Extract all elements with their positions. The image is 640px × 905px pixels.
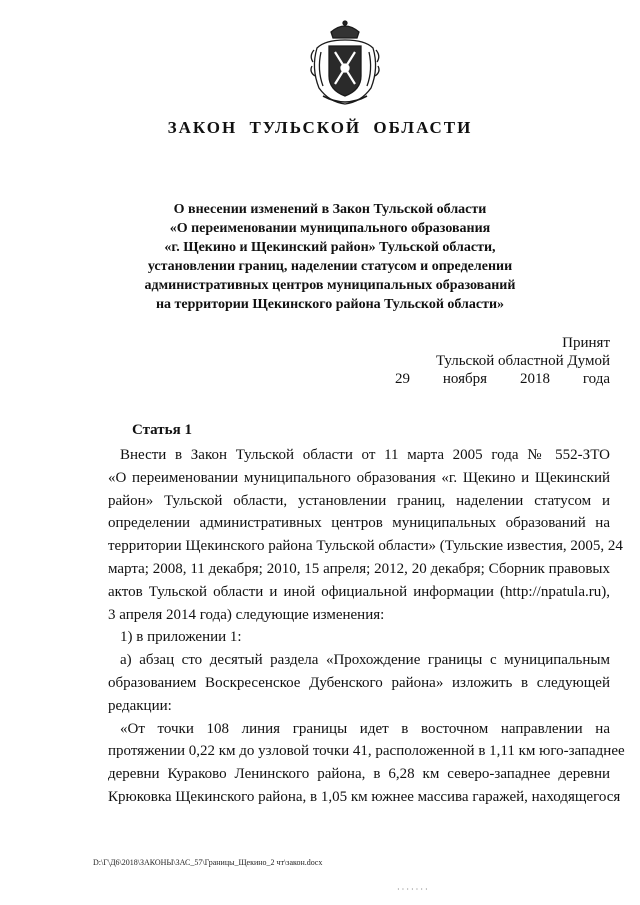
adoption-block	[395, 334, 610, 388]
body-line: определении административных центров муниципальных образований на	[108, 515, 610, 532]
bottom-marks: · · · · · · ·	[397, 885, 428, 894]
body-line: протяжении 0,22 км до узловой точки 41, расположенной в 1,11 км юго-западнее	[108, 743, 625, 760]
body-line: 3 апреля 2014 года) следующие изменения:	[108, 606, 385, 623]
body-line: территории Щекинского района Тульской области» (Тульские известия, 2005, 24	[108, 538, 623, 555]
body-line: «О переименовании муниципального образования «г. Щекино и Щекинский	[108, 469, 610, 486]
subtitle-line: «г. Щекино и Щекинский район» Тульской области,	[164, 240, 496, 255]
body-line: 1) в приложении 1:	[120, 629, 242, 646]
coat-of-arms-emblem	[305, 18, 385, 106]
body-line: Внести в Закон Тульской области от 11 марта 2005 года № 552-ЗТО	[120, 447, 610, 463]
subtitle-line: административных центров муниципальных образований	[144, 278, 516, 293]
subtitle-line: на территории Щекинского района Тульской области»	[155, 297, 505, 312]
body-line: марта; 2008, 11 декабря; 2010, 15 апреля; 2012, 20 декабря; Сборник правовых	[108, 560, 610, 577]
adopted-by: Тульской областной Думой	[435, 353, 610, 369]
adopted-label: Принят	[562, 335, 610, 351]
body-line: деревни Кураково Ленинского района, в 6,28 км северо-западнее деревни	[108, 766, 610, 783]
body-line: Крюковка Щекинского района, в 1,05 км южнее массива гаражей, находящегося	[108, 788, 621, 805]
law-subtitle	[100, 200, 560, 314]
body-line: редакции:	[108, 697, 172, 714]
adoption-day: 29	[395, 371, 410, 387]
body-line: актов Тульской области и иной официальной информации (http://npatula.ru),	[108, 583, 610, 600]
article-heading: Статья 1	[132, 422, 192, 438]
body-line: район» Тульской области, установлении границ, наделении статусом и	[108, 492, 610, 509]
adoption-year-word: года	[582, 371, 610, 387]
adoption-date	[395, 370, 610, 388]
subtitle-line: установлении границ, наделении статусом и определении	[147, 259, 513, 274]
subtitle-line: О внесении изменений в Закон Тульской области	[173, 202, 487, 217]
law-title: ЗАКОН ТУЛЬСКОЙ ОБЛАСТИ	[167, 118, 473, 137]
file-path-footer: D:\Г\Д6\2018\ЗАКОНЫ\ЗАС_57\Границы_Щекино_2 чт\закон.docx	[93, 858, 323, 867]
article-body	[108, 444, 625, 809]
subtitle-line: «О переименовании муниципального образования	[169, 221, 491, 236]
adoption-month: ноября	[442, 371, 488, 387]
body-line: а) абзац сто десятый раздела «Прохождение границы с муниципальным	[120, 652, 610, 669]
adoption-year: 2018	[519, 371, 550, 387]
body-line: «От точки 108 линия границы идет в восточном направлении на	[120, 720, 610, 737]
body-line: образованием Воскресенское Дубенского района» изложить в следующей	[108, 674, 610, 691]
